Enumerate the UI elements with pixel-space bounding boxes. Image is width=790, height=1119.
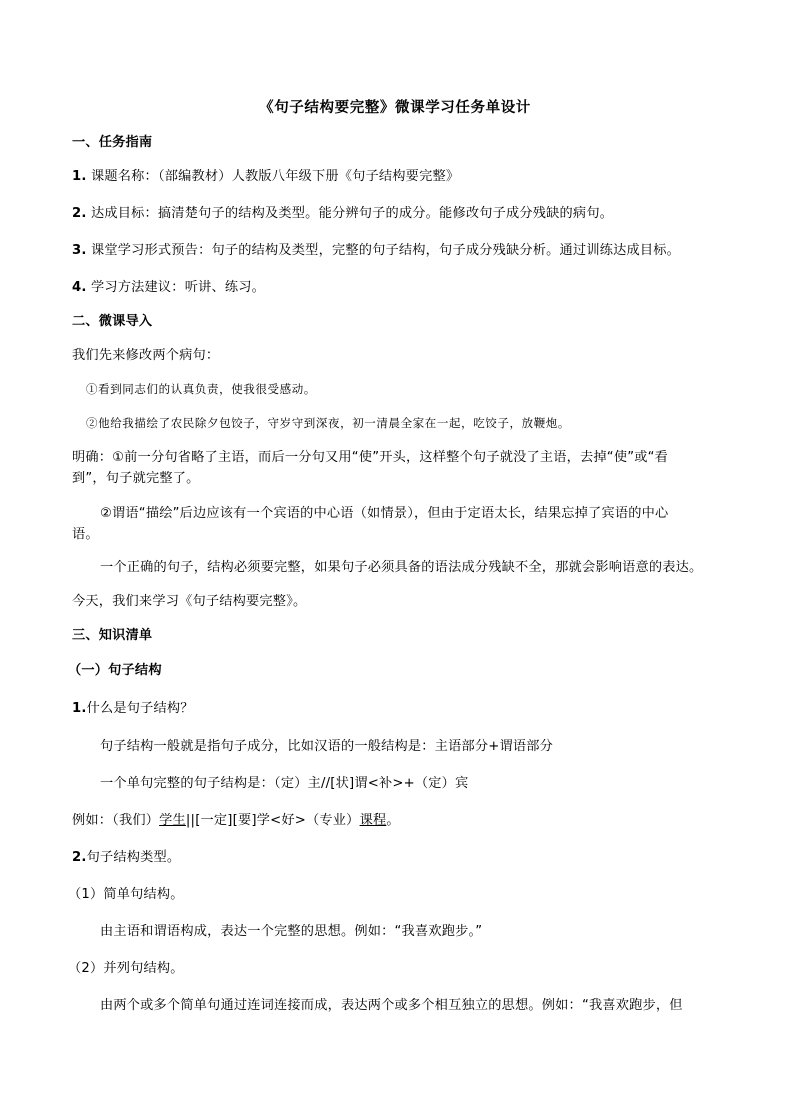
item-number: 2. — [72, 206, 87, 221]
document-title: 《句子结构要完整》微课学习任务单设计 — [259, 100, 531, 116]
item-number: 3. — [72, 243, 87, 258]
item-text: 课堂学习形式预告：句子的结构及类型，完整的句子结构，句子成分残缺分析。通过训练达成目标。 — [86, 243, 681, 258]
subsection-heading: （一）句子结构 — [68, 663, 162, 678]
example-sentence-2: ②他给我描绘了农民除夕包饺子，守岁守到深夜，初一清晨全家在一起，吃饺子，放鞭炮。 — [86, 416, 570, 430]
intro-text: 我们先来修改两个病句： — [72, 348, 220, 363]
list-item — [72, 279, 265, 297]
answer-paragraph-2-line-2: 语。 — [72, 527, 99, 542]
item-text: 句子结构类型。 — [86, 850, 181, 865]
item-number: 4. — [72, 280, 87, 295]
type-heading: （2）并列句结构。 — [68, 961, 184, 976]
section-heading-task-guide: 一、任务指南 — [72, 135, 153, 150]
body-paragraph: 一个正确的句子，结构必须要完整，如果句子必须具备的语法成分残缺不全，那就会影响语意的表达。 — [100, 560, 703, 575]
example-line — [72, 812, 400, 830]
question-heading — [72, 700, 194, 718]
item-number: 1. — [72, 169, 87, 184]
list-item — [72, 242, 680, 260]
underlined-object: 课程 — [359, 813, 387, 828]
answer-paragraph-1-line-2: 到”，句子就完整了。 — [72, 471, 200, 486]
body-paragraph: 一个单句完整的句子结构是：（定）主//[状]谓<补>+（定）宾 — [100, 776, 469, 791]
answer-paragraph-2-line-1: ②谓语“描绘”后边应该有一个宾语的中心语（如情景），但由于定语太长，结果忘掉了宾语的中心 — [100, 506, 669, 521]
body-paragraph: 由两个或多个简单句通过连词连接而成，表达两个或多个相互独立的思想。例如：“我喜欢跑步，但 — [100, 998, 683, 1013]
body-paragraph: 句子结构一般就是指句子成分，比如汉语的一般结构是：主语部分+谓语部分 — [100, 739, 554, 754]
example-middle: ||[一定][要]学<好>（专业） — [185, 813, 360, 828]
item-text: 什么是句子结构？ — [86, 701, 194, 716]
answer-paragraph-1-line-1: 明确：①前一分句省略了主语，而后一分句又用“使”开头，这样整个句子就没了主语，去掉“使”或“看 — [72, 450, 669, 465]
item-text: 达成目标：搞清楚句子的结构及类型。能分辨句子的成分。能修改句子成分残缺的病句。 — [86, 206, 614, 221]
item-number: 2. — [72, 850, 87, 865]
underlined-subject: 学生 — [159, 813, 186, 828]
body-paragraph: 今天，我们来学习《句子结构要完整》。 — [72, 594, 307, 609]
example-prefix: 例如：（我们） — [72, 813, 160, 828]
section-heading-intro: 二、微课导入 — [72, 314, 153, 329]
list-item — [72, 205, 613, 223]
type-heading: （1）简单句结构。 — [68, 887, 184, 902]
item-text: 课题名称：（部编教材）人教版八年级下册《句子结构要完整》 — [86, 169, 460, 184]
body-paragraph: 由主语和谓语构成，表达一个完整的思想。例如：“我喜欢跑步。” — [100, 924, 483, 939]
section-heading-knowledge: 三、知识清单 — [72, 628, 153, 643]
example-sentence-1: ①看到同志们的认真负责，使我很受感动。 — [86, 382, 316, 396]
item-text: 学习方法建议：听讲、练习。 — [86, 280, 266, 295]
list-item — [72, 168, 459, 186]
question-heading — [72, 849, 180, 867]
item-number: 1. — [72, 701, 87, 716]
example-end: 。 — [386, 813, 400, 828]
